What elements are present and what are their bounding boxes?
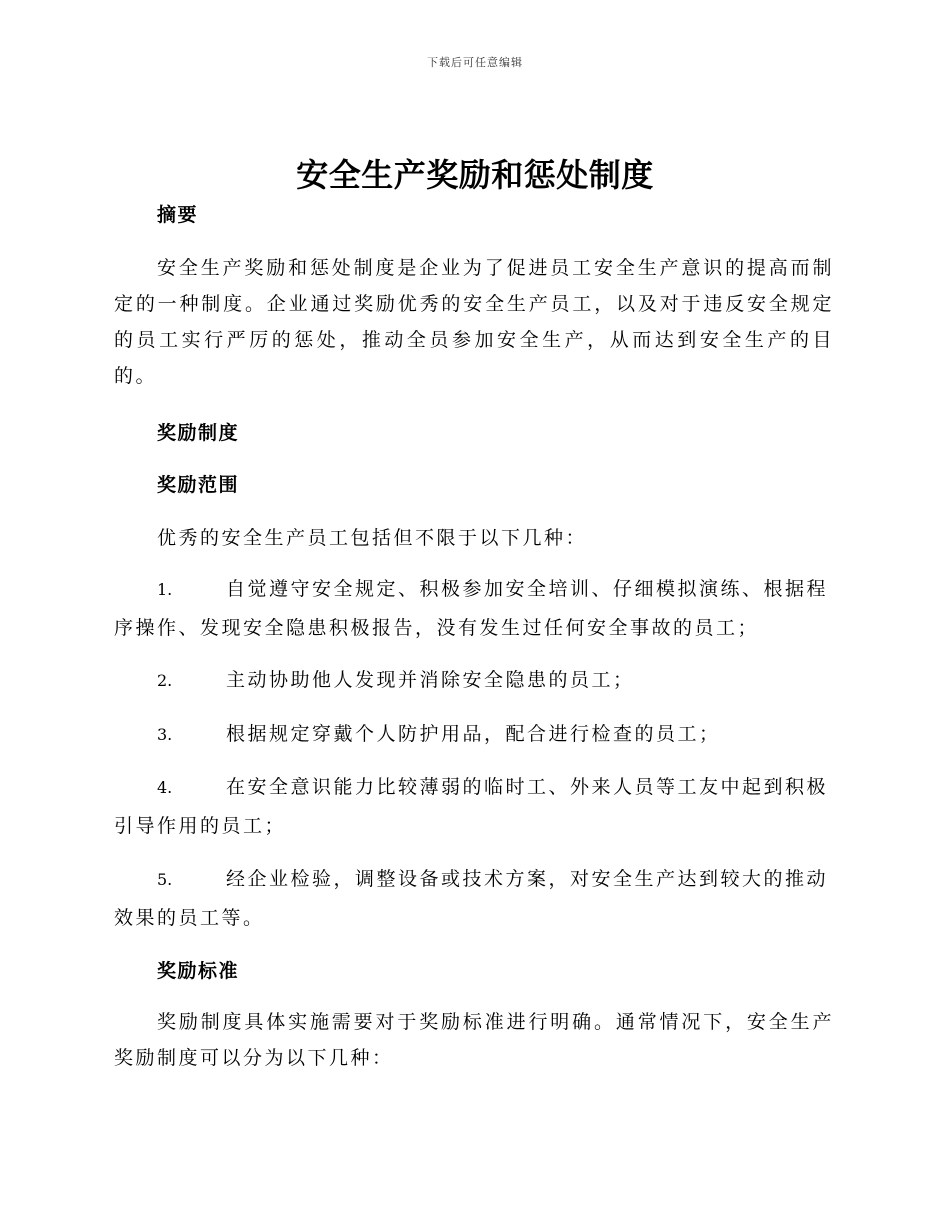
reward-scope-intro: 优秀的安全生产员工包括但不限于以下几种： <box>157 527 588 549</box>
reward-standard-heading: 奖励标准 <box>157 960 240 982</box>
list-item-text: 自觉遵守安全规定、积极参加安全培训、仔细模拟演练、根据程序操作、发现安全隐患积极报告，没有发生过任何安全事故的员工； <box>114 578 829 639</box>
list-item-number: 1. <box>157 580 173 599</box>
abstract-paragraph: 安全生产奖励和惩处制度是企业为了促进员工安全生产意识的提高而制定的一种制度。企业通过奖励优秀的安全生产员工，以及对于违反安全规定的员工实行严厉的惩处，推动全员参加安全生产，从而达到安全生产的目的。 <box>114 257 834 387</box>
list-item <box>114 768 834 845</box>
list-item <box>114 860 834 937</box>
list-item <box>114 661 834 700</box>
list-item-number: 2. <box>157 671 173 690</box>
list-item-number: 3. <box>157 725 173 744</box>
abstract-heading: 摘要 <box>157 204 199 226</box>
header-note: 下载后可任意编辑 <box>427 56 523 69</box>
reward-standard-paragraph: 奖励制度具体实施需要对于奖励标准进行明确。通常情况下，安全生产奖励制度可以分为以下几种： <box>114 1011 834 1069</box>
reward-scope-heading: 奖励范围 <box>157 474 240 496</box>
list-item-text: 根据规定穿戴个人防护用品，配合进行检查的员工； <box>226 723 721 745</box>
document-title: 安全生产奖励和惩处制度 <box>296 156 654 194</box>
list-item-text: 在安全意识能力比较薄弱的临时工、外来人员等工友中起到积极引导作用的员工； <box>114 776 829 837</box>
list-item-text: 经企业检验，调整设备或技术方案，对安全生产达到较大的推动效果的员工等。 <box>114 868 829 929</box>
list-item-number: 4. <box>157 778 173 797</box>
list-item <box>114 715 834 754</box>
list-item-number: 5. <box>157 870 173 889</box>
list-item <box>114 570 834 647</box>
list-item-text: 主动协助他人发现并消除安全隐患的员工； <box>226 669 635 691</box>
reward-system-heading: 奖励制度 <box>157 422 240 444</box>
